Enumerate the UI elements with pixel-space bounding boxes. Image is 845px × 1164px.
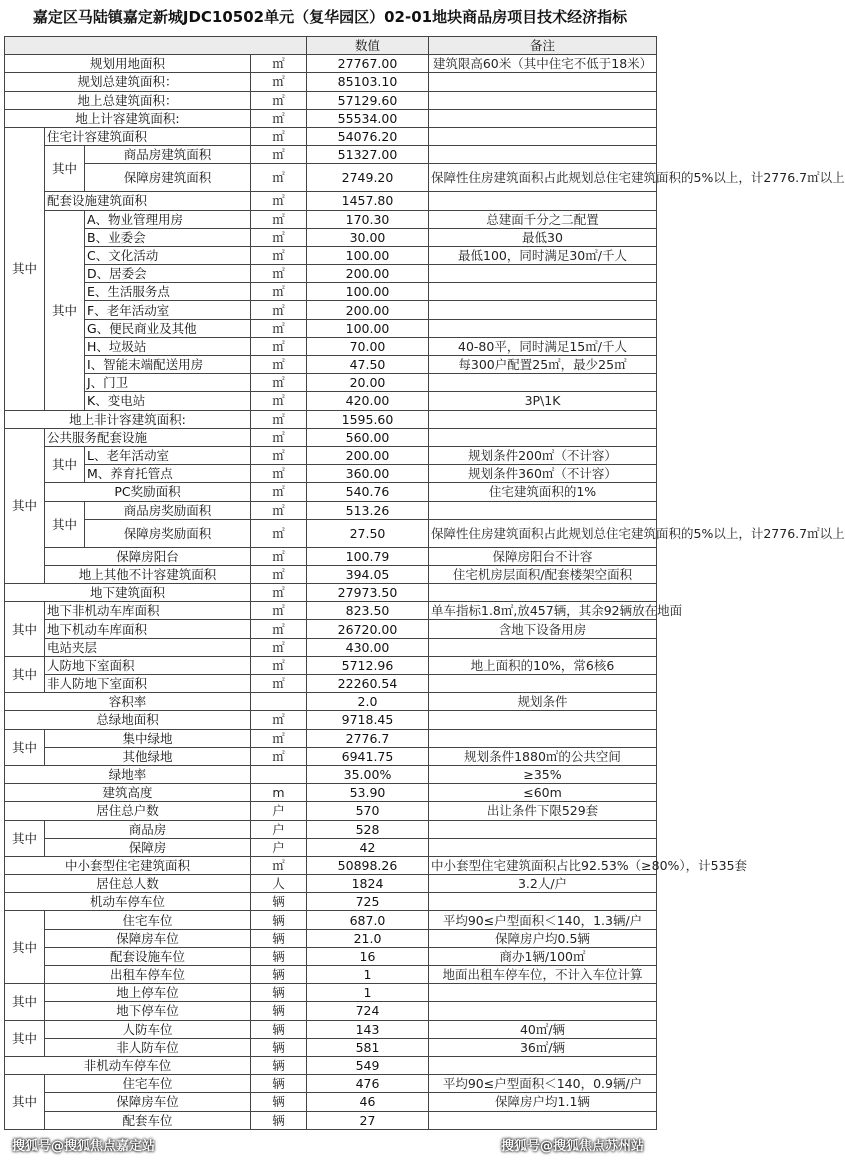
row-label: 居住总人数 xyxy=(5,875,251,893)
row-remark: 规划条件200㎡（不计容） xyxy=(429,446,657,464)
group-label: 其中 xyxy=(5,729,45,765)
row-value: 200.00 xyxy=(307,446,429,464)
row-value: 823.50 xyxy=(307,602,429,620)
table-header-row xyxy=(5,37,657,55)
row-remark: ≥35% xyxy=(429,765,657,783)
row-label: 地上总建筑面积： xyxy=(5,91,251,109)
row-unit: 辆 xyxy=(251,893,307,911)
tech-spec-table xyxy=(4,36,845,1130)
row-value: 100.00 xyxy=(307,246,429,264)
row-value: 100.00 xyxy=(307,319,429,337)
row-value: 560.00 xyxy=(307,428,429,446)
table-row xyxy=(5,1075,657,1093)
group-label: 其中 xyxy=(5,820,45,856)
row-unit: ㎡ xyxy=(251,656,307,674)
row-label: 保障房建筑面积 xyxy=(85,164,251,192)
group-label: 其中 xyxy=(45,446,85,482)
row-label: 保障房奖励面积 xyxy=(85,519,251,547)
row-value: 581 xyxy=(307,1038,429,1056)
row-unit: ㎡ xyxy=(251,374,307,392)
row-value: 54076.20 xyxy=(307,127,429,145)
table-row xyxy=(5,675,657,693)
table-row xyxy=(5,228,657,246)
row-unit: ㎡ xyxy=(251,265,307,283)
row-remark: 最低30 xyxy=(429,228,657,246)
row-label: 居住总户数 xyxy=(5,802,251,820)
table-row xyxy=(5,210,657,228)
row-remark: 平均90≤户型面积＜140，1.3辆/户 xyxy=(429,911,657,929)
row-unit: ㎡ xyxy=(251,127,307,145)
row-label: 公共服务配套设施 xyxy=(45,428,251,446)
table-row xyxy=(5,319,657,337)
row-value: 1824 xyxy=(307,875,429,893)
row-value: 35.00% xyxy=(307,765,429,783)
table-row xyxy=(5,893,657,911)
row-remark: 40㎡/辆 xyxy=(429,1020,657,1038)
table-row xyxy=(5,947,657,965)
row-unit: ㎡ xyxy=(251,547,307,565)
table-row xyxy=(5,109,657,127)
row-unit: ㎡ xyxy=(251,565,307,583)
table-row xyxy=(5,55,657,73)
row-value: 430.00 xyxy=(307,638,429,656)
table-row xyxy=(5,1093,657,1111)
row-value: 100.79 xyxy=(307,547,429,565)
group-label: 其中 xyxy=(5,602,45,657)
row-value: 513.26 xyxy=(307,501,429,519)
table-row xyxy=(5,856,657,874)
row-value: 46 xyxy=(307,1093,429,1111)
row-label: B、业委会 xyxy=(85,228,251,246)
table-row xyxy=(5,1002,657,1020)
table-row xyxy=(5,802,657,820)
row-value: 1595.60 xyxy=(307,410,429,428)
row-unit: ㎡ xyxy=(251,602,307,620)
table-row xyxy=(5,356,657,374)
row-value: 51327.00 xyxy=(307,146,429,164)
row-unit: ㎡ xyxy=(251,73,307,91)
row-value: 26720.00 xyxy=(307,620,429,638)
table-row xyxy=(5,711,657,729)
table-row xyxy=(5,838,657,856)
row-unit: 辆 xyxy=(251,984,307,1002)
row-unit: 辆 xyxy=(251,1075,307,1093)
row-value: 30.00 xyxy=(307,228,429,246)
row-value: 21.0 xyxy=(307,929,429,947)
row-label: C、文化活动 xyxy=(85,246,251,264)
watermark-right: 搜狐号@搜狐焦点苏州站 xyxy=(500,1139,644,1154)
row-label: L、老年活动室 xyxy=(85,446,251,464)
row-unit: ㎡ xyxy=(251,747,307,765)
row-label: A、物业管理用房 xyxy=(85,210,251,228)
group-label: 其中 xyxy=(5,1020,45,1056)
row-value: 2.0 xyxy=(307,693,429,711)
row-unit: ㎡ xyxy=(251,146,307,164)
row-remark: 平均90≤户型面积＜140，0.9辆/户 xyxy=(429,1075,657,1093)
row-unit: 辆 xyxy=(251,911,307,929)
row-value: 540.76 xyxy=(307,483,429,501)
row-label: 容积率 xyxy=(5,693,251,711)
row-label: H、垃圾站 xyxy=(85,337,251,355)
row-label: 其他绿地 xyxy=(45,747,251,765)
row-label: E、生活服务点 xyxy=(85,283,251,301)
row-remark: 地上面积的10%，常6核6 xyxy=(429,656,657,674)
table-row xyxy=(5,1056,657,1074)
row-unit: ㎡ xyxy=(251,91,307,109)
row-unit: 辆 xyxy=(251,1111,307,1129)
row-unit: ㎡ xyxy=(251,392,307,410)
row-label: 建筑高度 xyxy=(5,784,251,802)
row-label: I、智能末端配送用房 xyxy=(85,356,251,374)
table-row xyxy=(5,602,657,620)
table-row xyxy=(5,337,657,355)
row-unit: 辆 xyxy=(251,1002,307,1020)
row-label: 电站夹层 xyxy=(45,638,251,656)
table-row xyxy=(5,301,657,319)
row-unit: ㎡ xyxy=(251,210,307,228)
row-value: 200.00 xyxy=(307,265,429,283)
table-row xyxy=(5,747,657,765)
row-label: J、门卫 xyxy=(85,374,251,392)
row-remark: 含地下设备用房 xyxy=(429,620,657,638)
row-remark: 保障性住房建筑面积占此规划总住宅建筑面积的5%以上，计2776.7㎡以上 xyxy=(429,164,657,192)
table-row xyxy=(5,620,657,638)
row-remark: 保障房户均1.1辆 xyxy=(429,1093,657,1111)
row-value: 9718.45 xyxy=(307,711,429,729)
table-row xyxy=(5,966,657,984)
group-label: 其中 xyxy=(45,210,85,410)
row-value: 687.0 xyxy=(307,911,429,929)
row-remark: 最低100，同时满足30㎡/千人 xyxy=(429,246,657,264)
table-row xyxy=(5,656,657,674)
row-value: 27 xyxy=(307,1111,429,1129)
table-row xyxy=(5,428,657,446)
row-unit: ㎡ xyxy=(251,856,307,874)
row-remark: 保障房户均0.5辆 xyxy=(429,929,657,947)
table-row xyxy=(5,73,657,91)
row-value: 528 xyxy=(307,820,429,838)
row-value: 100.00 xyxy=(307,283,429,301)
row-unit: ㎡ xyxy=(251,55,307,73)
row-unit: ㎡ xyxy=(251,301,307,319)
row-value: 1 xyxy=(307,984,429,1002)
row-remark: 总建面千分之二配置 xyxy=(429,210,657,228)
row-value: 420.00 xyxy=(307,392,429,410)
table-row xyxy=(5,820,657,838)
row-value: 360.00 xyxy=(307,465,429,483)
row-value: 27767.00 xyxy=(307,55,429,73)
row-unit: ㎡ xyxy=(251,410,307,428)
row-remark: 保障房阳台不计容 xyxy=(429,547,657,565)
row-value: 476 xyxy=(307,1075,429,1093)
row-remark: 3.2人/户 xyxy=(429,875,657,893)
table-row xyxy=(5,693,657,711)
row-unit: ㎡ xyxy=(251,465,307,483)
row-value: 200.00 xyxy=(307,301,429,319)
row-label: D、居委会 xyxy=(85,265,251,283)
row-unit: 辆 xyxy=(251,1038,307,1056)
row-value: 27.50 xyxy=(307,519,429,547)
row-label: K、变电站 xyxy=(85,392,251,410)
table-row xyxy=(5,483,657,501)
table-row xyxy=(5,446,657,464)
row-remark: 规划条件1880㎡的公共空间 xyxy=(429,747,657,765)
row-unit: ㎡ xyxy=(251,675,307,693)
row-label: 非机动车停车位 xyxy=(5,1056,251,1074)
group-label: 其中 xyxy=(5,1075,45,1130)
table-row xyxy=(5,392,657,410)
row-remark: 住宅建筑面积的1% xyxy=(429,483,657,501)
table-row xyxy=(5,911,657,929)
table-row xyxy=(5,164,657,192)
row-label: 地下停车位 xyxy=(45,1002,251,1020)
group-label: 其中 xyxy=(5,428,45,583)
table-row xyxy=(5,265,657,283)
row-value: 27973.50 xyxy=(307,584,429,602)
table-row xyxy=(5,519,657,547)
group-label: 其中 xyxy=(45,501,85,547)
row-unit: ㎡ xyxy=(251,192,307,210)
row-remark: 保障性住房建筑面积占此规划总住宅建筑面积的5%以上，计2776.7㎡以上 xyxy=(429,519,657,547)
row-label: 规划用地面积 xyxy=(5,55,251,73)
table-row xyxy=(5,1038,657,1056)
row-value: 22260.54 xyxy=(307,675,429,693)
table-row xyxy=(5,547,657,565)
row-remark: 规划条件 xyxy=(429,693,657,711)
group-label: 其中 xyxy=(45,146,85,192)
table-row xyxy=(5,465,657,483)
row-value: 47.50 xyxy=(307,356,429,374)
row-unit: ㎡ xyxy=(251,109,307,127)
row-value: 170.30 xyxy=(307,210,429,228)
row-label: 规划总建筑面积： xyxy=(5,73,251,91)
row-unit: ㎡ xyxy=(251,501,307,519)
row-value: 6941.75 xyxy=(307,747,429,765)
row-unit: 户 xyxy=(251,820,307,838)
group-label: 其中 xyxy=(5,911,45,984)
row-unit: ㎡ xyxy=(251,246,307,264)
table-row xyxy=(5,765,657,783)
table-row xyxy=(5,584,657,602)
row-unit: ㎡ xyxy=(251,446,307,464)
row-label: 地上停车位 xyxy=(45,984,251,1002)
header-remark: 备注 xyxy=(429,37,657,55)
row-value: 20.00 xyxy=(307,374,429,392)
row-unit: ㎡ xyxy=(251,729,307,747)
row-label: G、便民商业及其他 xyxy=(85,319,251,337)
table-row xyxy=(5,875,657,893)
row-label: 商品房建筑面积 xyxy=(85,146,251,164)
table-row xyxy=(5,729,657,747)
row-unit: 辆 xyxy=(251,1020,307,1038)
table-row xyxy=(5,565,657,583)
header-value: 数值 xyxy=(307,37,429,55)
row-label: 中小套型住宅建筑面积 xyxy=(5,856,251,874)
document-title: 嘉定区马陆镇嘉定新城JDC10502单元（复华园区）02-01地块商品房项目技术经济指标 xyxy=(32,8,628,26)
row-label: 商品房 xyxy=(45,820,251,838)
row-label: 地上计容建筑面积: xyxy=(5,109,251,127)
row-remark: 规划条件360㎡（不计容） xyxy=(429,465,657,483)
row-label: 地上非计容建筑面积: xyxy=(5,410,251,428)
row-value: 724 xyxy=(307,1002,429,1020)
row-label: 地下机动车库面积 xyxy=(45,620,251,638)
table-row xyxy=(5,929,657,947)
row-value: 570 xyxy=(307,802,429,820)
row-remark: 建筑限高60米（其中住宅不低于18米） xyxy=(429,55,657,73)
row-unit: 辆 xyxy=(251,1093,307,1111)
row-value: 725 xyxy=(307,893,429,911)
row-label: 人防车位 xyxy=(45,1020,251,1038)
row-value: 70.00 xyxy=(307,337,429,355)
table-row xyxy=(5,91,657,109)
row-unit: ㎡ xyxy=(251,620,307,638)
row-label: 住宅计容建筑面积 xyxy=(45,127,251,145)
table-row xyxy=(5,374,657,392)
row-label: 集中绿地 xyxy=(45,729,251,747)
group-label: 其中 xyxy=(5,656,45,692)
table-row xyxy=(5,146,657,164)
row-remark: 36㎡/辆 xyxy=(429,1038,657,1056)
row-remark: 40-80平，同时满足15㎡/千人 xyxy=(429,337,657,355)
row-remark: 出让条件下限529套 xyxy=(429,802,657,820)
table-row xyxy=(5,784,657,802)
row-value: 55534.00 xyxy=(307,109,429,127)
row-label: PC奖励面积 xyxy=(45,483,251,501)
row-unit: ㎡ xyxy=(251,428,307,446)
row-label: 保障房车位 xyxy=(45,929,251,947)
row-unit: 户 xyxy=(251,838,307,856)
row-label: 出租车停车位 xyxy=(45,966,251,984)
row-unit: 辆 xyxy=(251,966,307,984)
row-remark: ≤60m xyxy=(429,784,657,802)
row-remark: 商办1辆/100㎡ xyxy=(429,947,657,965)
row-label: 总绿地面积 xyxy=(5,711,251,729)
group-label: 其中 xyxy=(5,984,45,1020)
row-unit: 辆 xyxy=(251,1056,307,1074)
row-value: 2776.7 xyxy=(307,729,429,747)
row-value: 1457.80 xyxy=(307,192,429,210)
table-row xyxy=(5,246,657,264)
group-label: 其中 xyxy=(5,127,45,410)
row-label: 保障房阳台 xyxy=(45,547,251,565)
row-label: F、老年活动室 xyxy=(85,301,251,319)
row-label: 住宅车位 xyxy=(45,911,251,929)
row-label: 配套设施车位 xyxy=(45,947,251,965)
row-remark: 每300户配置25㎡，最少25㎡ xyxy=(429,356,657,374)
row-value: 50898.26 xyxy=(307,856,429,874)
row-unit: ㎡ xyxy=(251,711,307,729)
row-label: 非人防地下室面积 xyxy=(45,675,251,693)
table-row xyxy=(5,984,657,1002)
row-label: 地下非机动车库面积 xyxy=(45,602,251,620)
table-row xyxy=(5,501,657,519)
row-label: 绿地率 xyxy=(5,765,251,783)
table-row xyxy=(5,638,657,656)
row-remark: 单车指标1.8㎡,放457辆，其余92辆放在地面 xyxy=(429,602,657,620)
row-unit: ㎡ xyxy=(251,519,307,547)
row-unit: ㎡ xyxy=(251,319,307,337)
row-unit: ㎡ xyxy=(251,638,307,656)
row-label: 人防地下室面积 xyxy=(45,656,251,674)
row-value: 42 xyxy=(307,838,429,856)
row-unit: ㎡ xyxy=(251,337,307,355)
table-row xyxy=(5,127,657,145)
row-value: 549 xyxy=(307,1056,429,1074)
row-unit: ㎡ xyxy=(251,356,307,374)
row-value: 53.90 xyxy=(307,784,429,802)
row-unit: 户 xyxy=(251,802,307,820)
row-unit: ㎡ xyxy=(251,228,307,246)
row-unit: 辆 xyxy=(251,947,307,965)
row-value: 57129.60 xyxy=(307,91,429,109)
row-label: M、养育托管点 xyxy=(85,465,251,483)
table-row xyxy=(5,192,657,210)
row-value: 143 xyxy=(307,1020,429,1038)
row-value: 2749.20 xyxy=(307,164,429,192)
row-label: 配套车位 xyxy=(45,1111,251,1129)
row-label: 保障房车位 xyxy=(45,1093,251,1111)
row-remark: 住宅机房层面积/配套楼架空面积 xyxy=(429,565,657,583)
row-unit: ㎡ xyxy=(251,584,307,602)
table-row xyxy=(5,1111,657,1129)
row-unit: 辆 xyxy=(251,929,307,947)
row-unit: ㎡ xyxy=(251,283,307,301)
table-row xyxy=(5,410,657,428)
row-value: 16 xyxy=(307,947,429,965)
row-label: 商品房奖励面积 xyxy=(85,501,251,519)
watermark-left: 搜狐号@搜狐焦点嘉定站 xyxy=(12,1139,156,1154)
row-remark: 中小套型住宅建筑面积占比92.53%（≥80%），计535套 xyxy=(429,856,657,874)
table-row xyxy=(5,283,657,301)
row-label: 保障房 xyxy=(45,838,251,856)
row-label: 住宅车位 xyxy=(45,1075,251,1093)
row-value: 394.05 xyxy=(307,565,429,583)
row-label: 机动车停车位 xyxy=(5,893,251,911)
row-remark: 3P\1K xyxy=(429,392,657,410)
row-unit: m xyxy=(251,784,307,802)
row-label: 地上其他不计容建筑面积 xyxy=(45,565,251,583)
row-unit: ㎡ xyxy=(251,164,307,192)
row-label: 地下建筑面积 xyxy=(5,584,251,602)
row-label: 配套设施建筑面积 xyxy=(45,192,251,210)
table-row xyxy=(5,1020,657,1038)
row-label: 非人防车位 xyxy=(45,1038,251,1056)
row-remark: 地面出租车停车位，不计入车位计算 xyxy=(429,966,657,984)
row-value: 85103.10 xyxy=(307,73,429,91)
row-value: 1 xyxy=(307,966,429,984)
row-unit: 人 xyxy=(251,875,307,893)
row-unit: ㎡ xyxy=(251,483,307,501)
row-value: 5712.96 xyxy=(307,656,429,674)
